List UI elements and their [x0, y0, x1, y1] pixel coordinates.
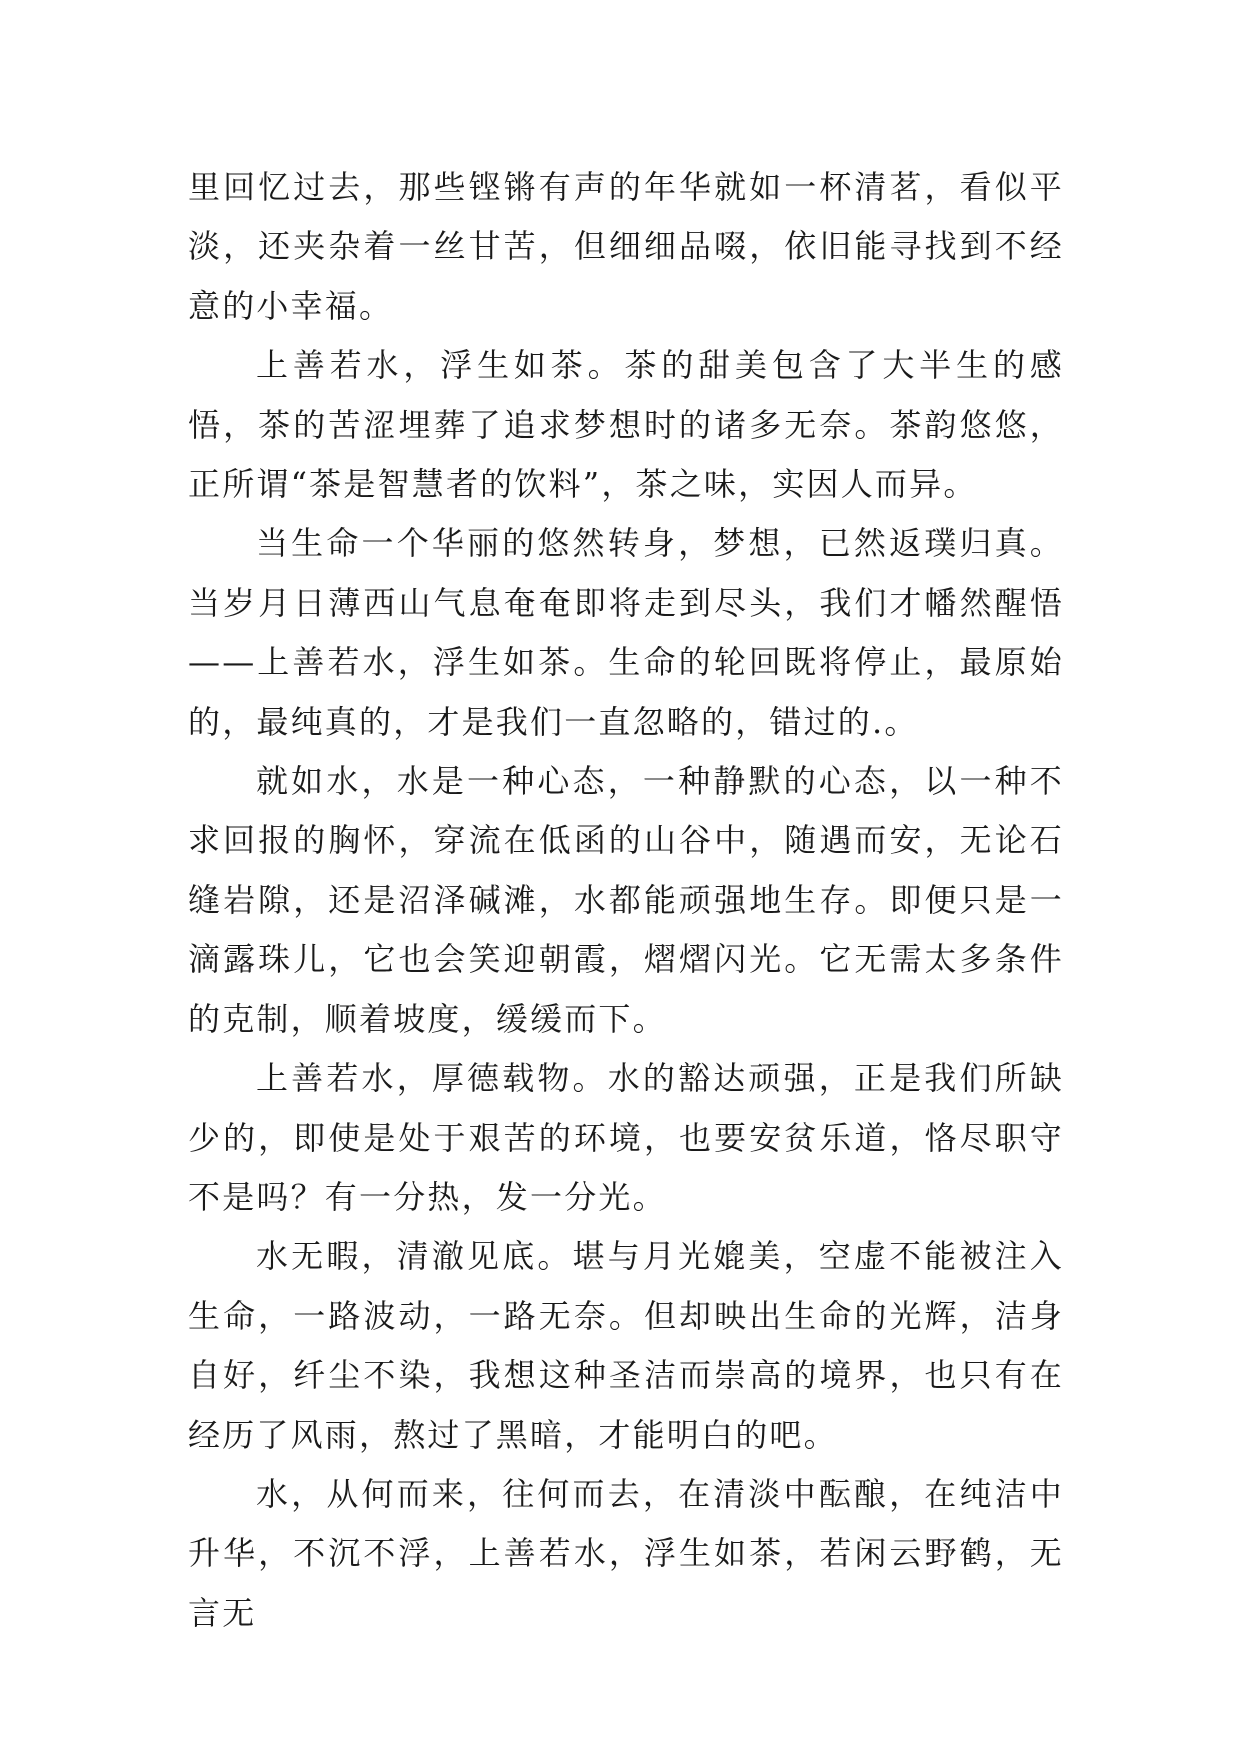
paragraph-2: 上善若水，浮生如茶。茶的甜美包含了大半生的感悟，茶的苦涩埋葬了追求梦想时的诸多无奈。茶韵悠悠，正所谓“茶是智慧者的饮料”，茶之味，实因人而异。	[188, 346, 1064, 504]
paragraph-4: 就如水，水是一种心态，一种静默的心态，以一种不求回报的胸怀，穿流在低函的山谷中，随遇而安，无论石缝岩隙，还是沼泽碱滩，水都能顽强地生存。即便只是一滴露珠儿，它也会笑迎朝霞，熠熠闪光。它无需太多条件的克制，顺着坡度，缓缓而下。	[188, 762, 1064, 1038]
paragraph-3: 当生命一个华丽的悠然转身，梦想，已然返璞归真。当岁月日薄西山气息奄奄即将走到尽头，我们才幡然醒悟——上善若水，浮生如茶。生命的轮回既将停止，最原始的，最纯真的，才是我们一直忽略的，错过的.。	[188, 524, 1064, 741]
paragraph-6: 水无暇，清澈见底。堪与月光媲美，空虚不能被注入生命，一路波动，一路无奈。但却映出生命的光辉，洁身自好，纤尘不染，我想这种圣洁而崇高的境界，也只有在经历了风雨，熬过了黑暗，才能明白的吧。	[188, 1237, 1064, 1454]
paragraph-1: 里回忆过去，那些铿锵有声的年华就如一杯清茗，看似平淡，还夹杂着一丝甘苦，但细细品啜，依旧能寻找到不经意的小幸福。	[188, 168, 1064, 325]
document-body	[188, 158, 1064, 1643]
paragraph-5: 上善若水，厚德载物。水的豁达顽强，正是我们所缺少的，即使是处于艰苦的环境，也要安贫乐道，恪尽职守不是吗？有一分热，发一分光。	[188, 1059, 1064, 1216]
paragraph-7: 水，从何而来，往何而去，在清淡中酝酿，在纯洁中升华，不沉不浮，上善若水，浮生如茶，若闲云野鹤，无言无	[188, 1474, 1064, 1632]
